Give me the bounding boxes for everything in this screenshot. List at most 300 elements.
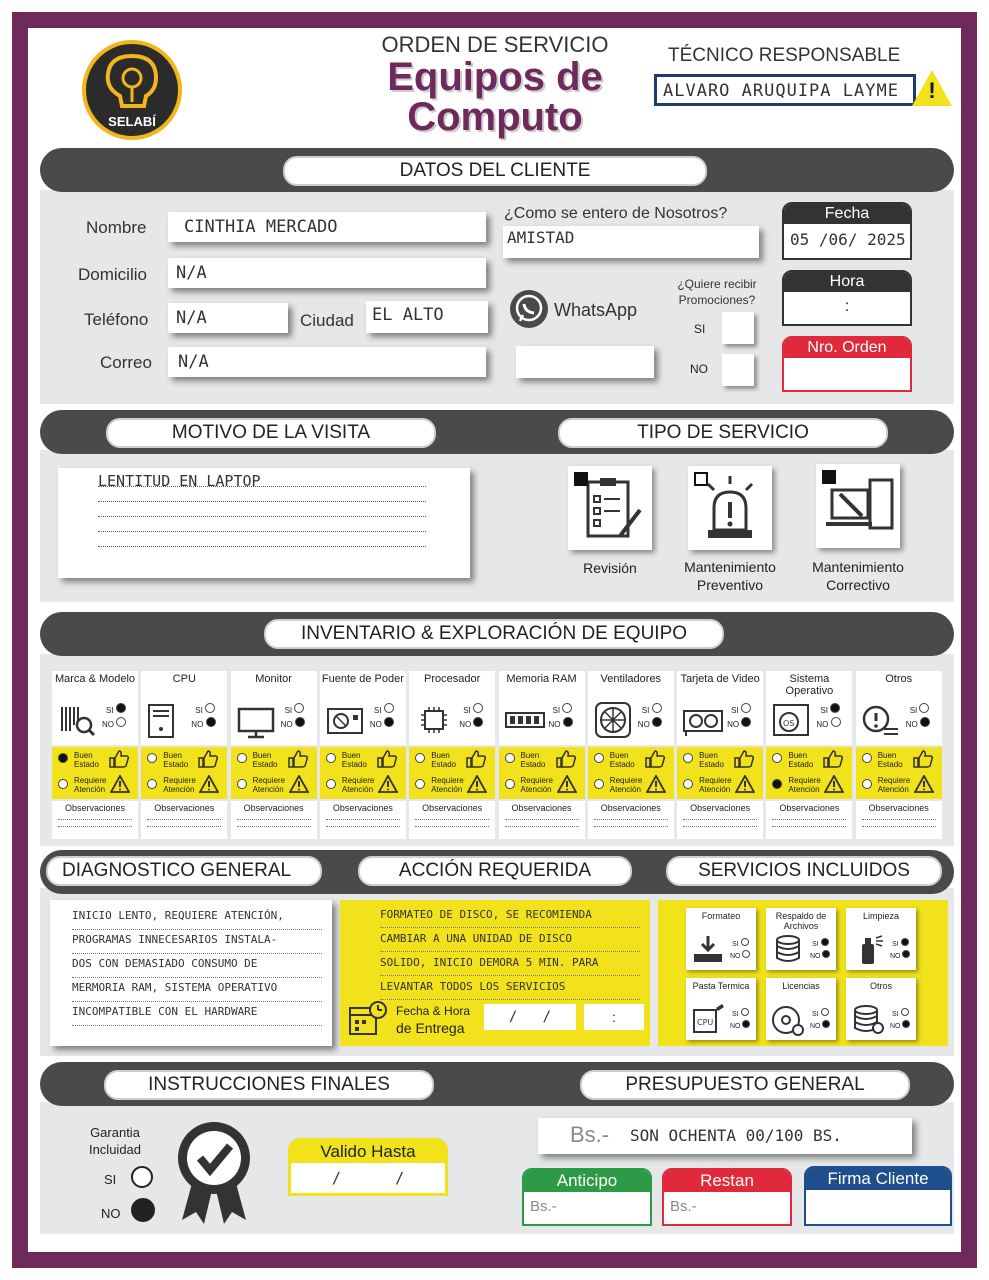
inventory-card-top [231, 671, 317, 745]
inventory-label: Fuente de Poder [321, 673, 404, 685]
spray-icon [850, 932, 886, 968]
buen-estado-radio[interactable] [594, 753, 604, 763]
diagnostico-line: INICIO LENTO, REQUIERE ATENCIÓN, [72, 906, 322, 930]
servicio-si-option[interactable] [732, 938, 749, 949]
warning-icon [914, 775, 934, 793]
telefono-field[interactable]: N/A [168, 303, 288, 333]
inv-no-option[interactable] [102, 717, 126, 729]
accion-title: ACCIÓN REQUERIDA [358, 856, 632, 886]
inv-si-radio[interactable] [652, 703, 662, 713]
motivo-line [98, 517, 426, 532]
observaciones-line [862, 819, 936, 820]
observaciones-line [58, 819, 132, 820]
motivo-line: LENTITUD EN LAPTOP [98, 472, 426, 487]
inv-no-label: NO [459, 720, 472, 729]
requiere-atencion-radio[interactable] [772, 779, 782, 789]
inv-si-radio[interactable] [205, 703, 215, 713]
barcode-search-icon [56, 699, 100, 743]
nombre-field[interactable]: CINTHIA MERCADO [168, 212, 486, 242]
accion-lines [380, 904, 640, 1000]
servicio-si-label: SI [732, 941, 739, 948]
restan-box [662, 1168, 792, 1226]
observaciones-line [147, 826, 221, 827]
valido-label: Valido Hasta [291, 1141, 445, 1163]
buen-estado-radio[interactable] [772, 753, 782, 763]
inv-si-label: SI [284, 706, 293, 715]
inv-si-radio[interactable] [116, 703, 126, 713]
inventory-card [141, 671, 227, 839]
requiere-atencion-radio[interactable] [147, 779, 157, 789]
buen-estado-label: Buen Estado [520, 751, 546, 769]
buen-estado-radio[interactable] [415, 753, 425, 763]
firma-field[interactable] [806, 1190, 950, 1224]
anticipo-label: Anticipo [524, 1170, 650, 1192]
inv-si-label: SI [820, 706, 828, 715]
preventivo-card[interactable] [688, 466, 772, 550]
inv-no-option[interactable] [191, 717, 215, 729]
observaciones-box[interactable] [409, 801, 495, 839]
inv-si-option[interactable] [195, 703, 215, 715]
observaciones-line [683, 819, 757, 820]
observaciones-box[interactable] [141, 801, 227, 839]
buen-estado-label: Buen Estado [699, 751, 724, 769]
inv-no-radio[interactable] [741, 717, 751, 727]
inv-si-radio[interactable] [741, 703, 751, 713]
inv-si-option[interactable] [553, 703, 573, 715]
requiere-atencion-label: Requiere Atención [699, 776, 732, 794]
servicio-si-radio[interactable] [741, 1008, 749, 1016]
cpu-tower-icon [145, 699, 189, 743]
inv-si-radio[interactable] [919, 703, 929, 713]
observaciones-box[interactable] [52, 801, 138, 839]
presupuesto-field[interactable] [538, 1118, 912, 1154]
servicio-si-option[interactable] [892, 938, 909, 949]
servicio-si-label: SI [732, 1011, 739, 1018]
servicio-no-label: NO [890, 953, 901, 960]
servicio-no-radio[interactable] [742, 950, 750, 958]
garantia-no-radio[interactable] [131, 1198, 155, 1222]
servicio-no-radio[interactable] [822, 950, 830, 958]
buen-estado-radio[interactable] [862, 753, 872, 763]
warning-icon [824, 775, 844, 793]
requiere-atencion-radio[interactable] [415, 779, 425, 789]
promo-no-checkbox[interactable] [722, 354, 754, 386]
buen-estado-label: Buen Estado [431, 751, 457, 769]
observaciones-line [326, 826, 400, 827]
garantia-label [80, 1124, 150, 1158]
inventory-label: Monitor [255, 673, 292, 685]
observaciones-line [862, 826, 936, 827]
observaciones-label: Observaciones [64, 803, 126, 813]
inv-si-radio[interactable] [294, 703, 304, 713]
buen-estado-radio[interactable] [147, 753, 157, 763]
inv-si-radio[interactable] [384, 703, 394, 713]
motivo-line [98, 532, 426, 547]
motivo-line [98, 502, 426, 517]
inv-no-label: NO [905, 720, 918, 729]
diagnostico-lines [72, 906, 322, 1026]
fecha-day: 05 [790, 230, 810, 249]
inventory-card-top [856, 671, 942, 745]
correctivo-card[interactable] [816, 464, 900, 548]
warning-icon [735, 775, 755, 793]
correctivo-checkbox[interactable] [822, 470, 836, 484]
thumbs-up-icon [197, 749, 219, 769]
page-title-1: Equipos de [387, 55, 603, 99]
thumbs-up-icon [376, 749, 398, 769]
inv-si-label: SI [195, 706, 203, 715]
inv-no-radio[interactable] [295, 717, 305, 727]
servicio-no-option[interactable] [810, 950, 830, 961]
thermal-paste-icon [690, 1002, 726, 1038]
observaciones-line [594, 819, 668, 820]
inv-no-radio[interactable] [473, 717, 483, 727]
warning-icon [199, 775, 219, 793]
inv-si-label: SI [463, 706, 471, 715]
servicio-no-option[interactable] [810, 1020, 830, 1031]
requiere-atencion-radio[interactable] [683, 779, 693, 789]
inv-no-radio[interactable] [920, 717, 930, 727]
page-title-2: Computo [407, 95, 583, 139]
presupuesto-title: PRESUPUESTO GENERAL [580, 1070, 910, 1100]
inv-no-option[interactable] [281, 717, 305, 729]
correo-label: Correo [100, 353, 152, 372]
anticipo-box [522, 1168, 652, 1226]
buen-estado-radio[interactable] [58, 753, 68, 763]
fecha-year: 2025 [867, 230, 906, 249]
inv-no-radio[interactable] [563, 717, 573, 727]
inventory-status [52, 747, 138, 799]
orden-box [782, 336, 912, 392]
como-label: ¿Como se entero de Nosotros? [504, 205, 728, 222]
buen-estado-label: Buen Estado [341, 751, 367, 769]
instrucciones-title: INSTRUCCIONES FINALES [104, 1070, 434, 1100]
observaciones-box[interactable] [499, 801, 585, 839]
requiere-atencion-label: Requiere Atención [341, 776, 375, 794]
entrega-label-1: Fecha & Hora [396, 1004, 471, 1018]
diagnostico-line: INCOMPATIBLE CON EL HARDWARE [72, 1002, 322, 1026]
buen-estado-label: Buen Estado [74, 751, 99, 769]
servicios-title: SERVICIOS INCLUIDOS [666, 856, 942, 886]
inventory-status [766, 747, 852, 799]
requiere-atencion-radio[interactable] [237, 779, 247, 789]
firma-box [804, 1166, 952, 1226]
monitor-icon [235, 699, 279, 743]
inv-si-radio[interactable] [562, 703, 572, 713]
preventivo-label-1: Mantenimiento [684, 559, 776, 575]
observaciones-label: Observaciones [154, 803, 215, 813]
inv-no-label: NO [102, 720, 114, 729]
inv-no-label: NO [191, 720, 204, 729]
ciudad-field[interactable]: EL ALTO [366, 301, 488, 333]
inventory-card [231, 671, 317, 839]
servicio-card [846, 908, 916, 970]
observaciones-box[interactable] [231, 801, 317, 839]
inventory-card [320, 671, 406, 839]
inv-si-label: SI [641, 706, 650, 715]
logo-text: SELABÍ [108, 114, 156, 129]
inv-no-option[interactable] [727, 717, 751, 729]
valido-field[interactable]: / / [331, 1169, 405, 1187]
firma-label: Firma Cliente [806, 1168, 950, 1190]
observaciones-line [415, 819, 489, 820]
diagnostico-line: PROGRAMAS INNECESARIOS INSTALA- [72, 930, 322, 954]
inventory-card [677, 671, 763, 839]
servicio-label: Licencias [782, 981, 820, 991]
inventory-card [499, 671, 585, 839]
inv-no-option[interactable] [459, 717, 483, 729]
servicio-no-radio[interactable] [822, 1020, 830, 1028]
anticipo-field[interactable]: Bs.- [530, 1198, 557, 1215]
servicio-label: Otros [869, 981, 892, 991]
buen-estado-radio[interactable] [326, 753, 336, 763]
promo-si-checkbox[interactable] [722, 312, 754, 344]
garantia-si-radio[interactable] [131, 1166, 153, 1188]
diagnostico-text[interactable] [50, 900, 332, 1046]
accion-line: FORMATEO DE DISCO, SE RECOMIENDA [380, 904, 640, 928]
license-disc-icon [770, 1002, 806, 1038]
thumbs-up-icon [822, 749, 844, 769]
inventory-label: Ventiladores [600, 673, 662, 685]
servicio-no-option[interactable] [890, 1020, 910, 1031]
inventory-status [231, 747, 317, 799]
preventivo-checkbox[interactable] [694, 472, 708, 486]
inv-si-option[interactable] [731, 703, 751, 715]
entrega-fecha-field[interactable]: / / [484, 1004, 576, 1030]
observaciones-box[interactable] [677, 801, 763, 839]
domicilio-field[interactable]: N/A [168, 258, 486, 288]
buen-estado-radio[interactable] [237, 753, 247, 763]
thumbs-up-icon [912, 749, 934, 769]
promo-si-label: SI [694, 322, 706, 336]
inv-si-label: SI [106, 706, 114, 715]
inv-no-option[interactable] [816, 717, 840, 729]
requiere-atencion-label: Requiere Atención [520, 776, 553, 794]
tipo-title: TIPO DE SERVICIO [558, 418, 888, 448]
fan-icon [592, 699, 636, 743]
inv-si-label: SI [731, 706, 739, 715]
servicio-si-radio[interactable] [741, 938, 749, 946]
inv-si-option[interactable] [106, 703, 126, 715]
inv-no-option[interactable] [906, 717, 930, 729]
servicio-no-label: NO [730, 1023, 741, 1030]
entrega-hora-field[interactable]: : [584, 1004, 644, 1030]
hora-label: Hora [784, 272, 910, 292]
observaciones-label: Observaciones [690, 803, 751, 813]
nombre-label: Nombre [86, 218, 147, 237]
presupuesto-currency: Bs.- [570, 1122, 610, 1147]
requiere-atencion-radio[interactable] [58, 779, 68, 789]
accion-line: LEVANTAR TODOS LOS SERVICIOS [380, 976, 640, 1000]
orden-label: Nro. Orden [784, 338, 910, 358]
inv-si-option[interactable] [463, 703, 483, 715]
certified-badge-icon [172, 1116, 256, 1226]
thumbs-up-icon [108, 749, 130, 769]
warning-icon [467, 775, 487, 793]
servicio-no-radio[interactable] [742, 1020, 750, 1028]
observaciones-label: Observaciones [422, 803, 483, 813]
tech-label: TÉCNICO RESPONSABLE [668, 45, 901, 66]
inv-no-radio[interactable] [384, 717, 394, 727]
ciudad-label: Ciudad [300, 311, 354, 330]
warning-icon [289, 775, 309, 793]
servicio-no-label: NO [730, 953, 741, 960]
database-search-icon [850, 1002, 886, 1038]
inv-no-option[interactable] [549, 717, 573, 729]
diagnostico-line: DOS CON DEMASIADO CONSUMO DE [72, 954, 322, 978]
observaciones-label: Observaciones [332, 803, 393, 813]
revision-card[interactable] [568, 466, 652, 550]
whatsapp-field[interactable] [516, 346, 654, 378]
buen-estado-radio[interactable] [505, 753, 515, 763]
inv-no-option[interactable] [638, 717, 662, 729]
requiere-atencion-label: Requiere Atención [431, 776, 464, 794]
warning-icon [110, 775, 130, 793]
info-list-icon [860, 699, 904, 743]
client-section-title: DATOS DEL CLIENTE [283, 156, 707, 186]
servicio-si-radio[interactable] [821, 1008, 829, 1016]
correctivo-label-1: Mantenimiento [812, 559, 904, 575]
servicio-si-option[interactable] [892, 1008, 909, 1019]
servicio-si-option[interactable] [812, 1008, 829, 1019]
servicio-si-radio[interactable] [901, 1008, 909, 1016]
servicio-card [766, 978, 836, 1040]
observaciones-label: Observaciones [600, 803, 661, 813]
observaciones-line [772, 826, 846, 827]
inv-si-option[interactable] [374, 703, 394, 715]
inventory-label: Otros [885, 673, 913, 685]
domicilio-label: Domicilio [78, 265, 147, 284]
processor-icon [413, 699, 457, 743]
warning-mark: ! [928, 78, 936, 103]
requiere-atencion-label: Requiere Atención [609, 776, 643, 794]
observaciones-line [594, 826, 668, 827]
observaciones-line [237, 819, 311, 820]
inv-si-radio[interactable] [830, 703, 840, 713]
fecha-value[interactable] [784, 224, 910, 255]
thumbs-up-icon [555, 749, 577, 769]
correctivo-label-2: Correctivo [826, 577, 890, 593]
como-field[interactable]: AMISTAD [503, 226, 759, 258]
observaciones-box[interactable] [856, 801, 942, 839]
inventory-status [856, 747, 942, 799]
buen-estado-radio[interactable] [683, 753, 693, 763]
inv-no-label: NO [548, 720, 561, 729]
inv-si-radio[interactable] [473, 703, 483, 713]
requiere-atencion-radio[interactable] [594, 779, 604, 789]
garantia-si-label: SI [104, 1172, 117, 1187]
inv-no-radio[interactable] [652, 717, 662, 727]
servicio-si-option[interactable] [732, 1008, 749, 1019]
servicio-si-radio[interactable] [821, 938, 829, 946]
inv-no-radio[interactable] [116, 717, 126, 727]
inventory-card [588, 671, 674, 839]
observaciones-box[interactable] [766, 801, 852, 839]
observaciones-label: Observaciones [868, 803, 929, 813]
warning-icon [646, 775, 666, 793]
inv-si-option[interactable] [285, 703, 305, 715]
observaciones-line [505, 826, 579, 827]
inventory-card-top [409, 671, 495, 745]
requiere-atencion-label: Requiere Atención [163, 776, 196, 794]
servicio-no-radio[interactable] [902, 950, 910, 958]
fecha-sep: / [818, 230, 829, 249]
servicio-no-option[interactable] [730, 950, 750, 961]
thumbs-up-icon [465, 749, 487, 769]
observaciones-label: Observaciones [511, 803, 572, 813]
hora-value[interactable]: : [844, 298, 850, 315]
os-disc-icon [770, 699, 814, 743]
servicio-si-radio[interactable] [901, 938, 909, 946]
diagnostico-line: MERMORIA RAM, SISTEMA OPERATIVO [72, 978, 322, 1002]
inv-no-label: NO [727, 720, 740, 729]
diagnostico-title: DIAGNOSTICO GENERAL [46, 856, 322, 886]
observaciones-line [326, 819, 400, 820]
inv-si-option[interactable] [642, 703, 662, 715]
tech-name-field[interactable]: ALVARO ARUQUIPA LAYME [654, 74, 916, 106]
servicio-no-radio[interactable] [902, 1020, 910, 1028]
inventory-label: Sistema Operativo [785, 673, 834, 697]
servicio-card [766, 908, 836, 970]
servicio-no-option[interactable] [730, 1020, 750, 1031]
promo-no-label: NO [690, 362, 708, 376]
requiere-atencion-radio[interactable] [326, 779, 336, 789]
motivo-textarea[interactable] [58, 468, 470, 578]
inventory-card [409, 671, 495, 839]
valido-box [288, 1138, 448, 1196]
servicio-si-label: SI [812, 941, 819, 948]
inv-no-radio[interactable] [831, 717, 841, 727]
observaciones-line [505, 819, 579, 820]
inv-si-label: SI [373, 706, 382, 715]
warning-icon [378, 775, 398, 793]
order-subtitle: ORDEN DE SERVICIO [381, 32, 609, 57]
inventory-status [588, 747, 674, 799]
fecha-sep: / [847, 230, 858, 249]
observaciones-box[interactable] [588, 801, 674, 839]
inv-no-option[interactable] [370, 717, 394, 729]
servicio-si-label: SI [892, 1011, 899, 1018]
restan-field[interactable]: Bs.- [670, 1198, 697, 1215]
presupuesto-amount: SON OCHENTA 00/100 BS. [630, 1126, 842, 1145]
power-supply-icon [324, 699, 368, 743]
requiere-atencion-radio[interactable] [862, 779, 872, 789]
inv-no-radio[interactable] [206, 717, 216, 727]
observaciones-box[interactable] [320, 801, 406, 839]
inventory-card-top [499, 671, 585, 745]
warning-icon [557, 775, 577, 793]
servicio-si-label: SI [892, 941, 899, 948]
servicio-card [686, 908, 756, 970]
servicio-si-label: SI [812, 1011, 819, 1018]
revision-checkbox[interactable] [574, 472, 588, 486]
garantia-label-2: Incluidad [88, 1142, 142, 1157]
thumbs-up-icon [644, 749, 666, 769]
observaciones-label: Observaciones [243, 803, 304, 813]
inv-si-option[interactable] [910, 703, 930, 715]
entrega-label-2: de Entrega [396, 1020, 465, 1036]
garantia-no-label: NO [101, 1206, 121, 1221]
accion-line: SOLIDO, INICIO DEMORA 5 MIN. PARA [380, 952, 640, 976]
correo-field[interactable]: N/A [168, 347, 486, 377]
servicio-no-option[interactable] [890, 950, 910, 961]
observaciones-line [58, 826, 132, 827]
requiere-atencion-radio[interactable] [505, 779, 515, 789]
inv-si-option[interactable] [820, 703, 840, 715]
whatsapp-icon [510, 290, 548, 328]
servicio-si-option[interactable] [812, 938, 829, 949]
servicio-no-label: NO [890, 1023, 901, 1030]
